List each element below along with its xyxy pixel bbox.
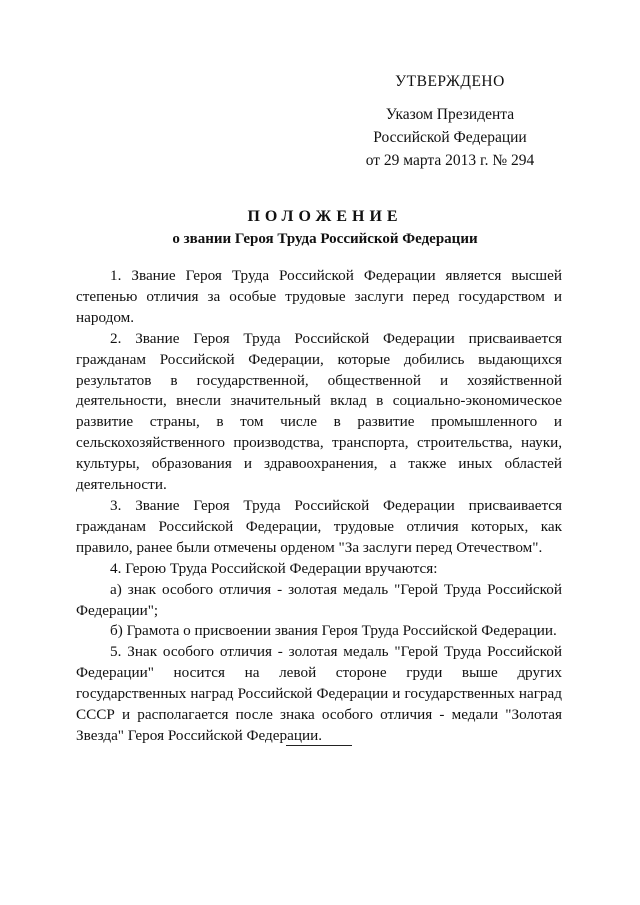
approval-line-decree: Указом Президента	[385, 106, 515, 123]
paragraph-3: 3. Звание Героя Труда Российской Федерации присваивается гражданам Российской Федерации, трудовые отличия которых, как правило, ранее были отмечены орденом "За заслуги перед Отечеством".	[76, 496, 562, 556]
approval-stamp	[340, 70, 560, 172]
document-title-block	[100, 206, 550, 250]
paragraph-4b: б) Грамота о присвоении звания Героя Труда Российской Федерации.	[110, 622, 557, 640]
paragraph-4a: а) знак особого отличия - золотая медаль "Герой Труда Российской Федерации";	[76, 580, 562, 619]
paragraph-5: 5. Знак особого отличия - золотая медаль "Герой Труда Российской Федерации" носится на левой стороне груди выше других государственных наград Российской Федерации и государственных наград СССР и располагается после знака особого отличия - медали "Золотая Звезда" Героя Российской Федерации.	[76, 643, 562, 744]
approval-line-country: Российской Федерации	[373, 129, 527, 146]
paragraph-4: 4. Герою Труда Российской Федерации вручаются:	[110, 559, 438, 577]
paragraph-2: 2. Звание Героя Труда Российской Федерации присваивается гражданам Российской Федерации, которые добились выдающихся результатов в государственной, общественной и хозяйственной деятельности, внесли значительный вклад в социально-экономическое развитие страны, в том числе в развитие промышленного и сельскохозяйственного производства, транспорта, строительства, науки, культуры, образования и здравоохранения, а также иных областей деятельности.	[76, 329, 562, 494]
end-divider	[286, 745, 352, 746]
document-title: ПОЛОЖЕНИЕ	[247, 208, 403, 225]
document-body	[76, 266, 562, 747]
approval-heading: УТВЕРЖДЕНО	[395, 73, 505, 90]
document-subtitle: о звании Героя Труда Российской Федерации	[172, 231, 478, 247]
paragraph-1: 1. Звание Героя Труда Российской Федерации является высшей степенью отличия за особые трудовые заслуги перед государством и народом.	[76, 267, 562, 326]
approval-line-date: от 29 марта 2013 г. № 294	[365, 152, 535, 169]
